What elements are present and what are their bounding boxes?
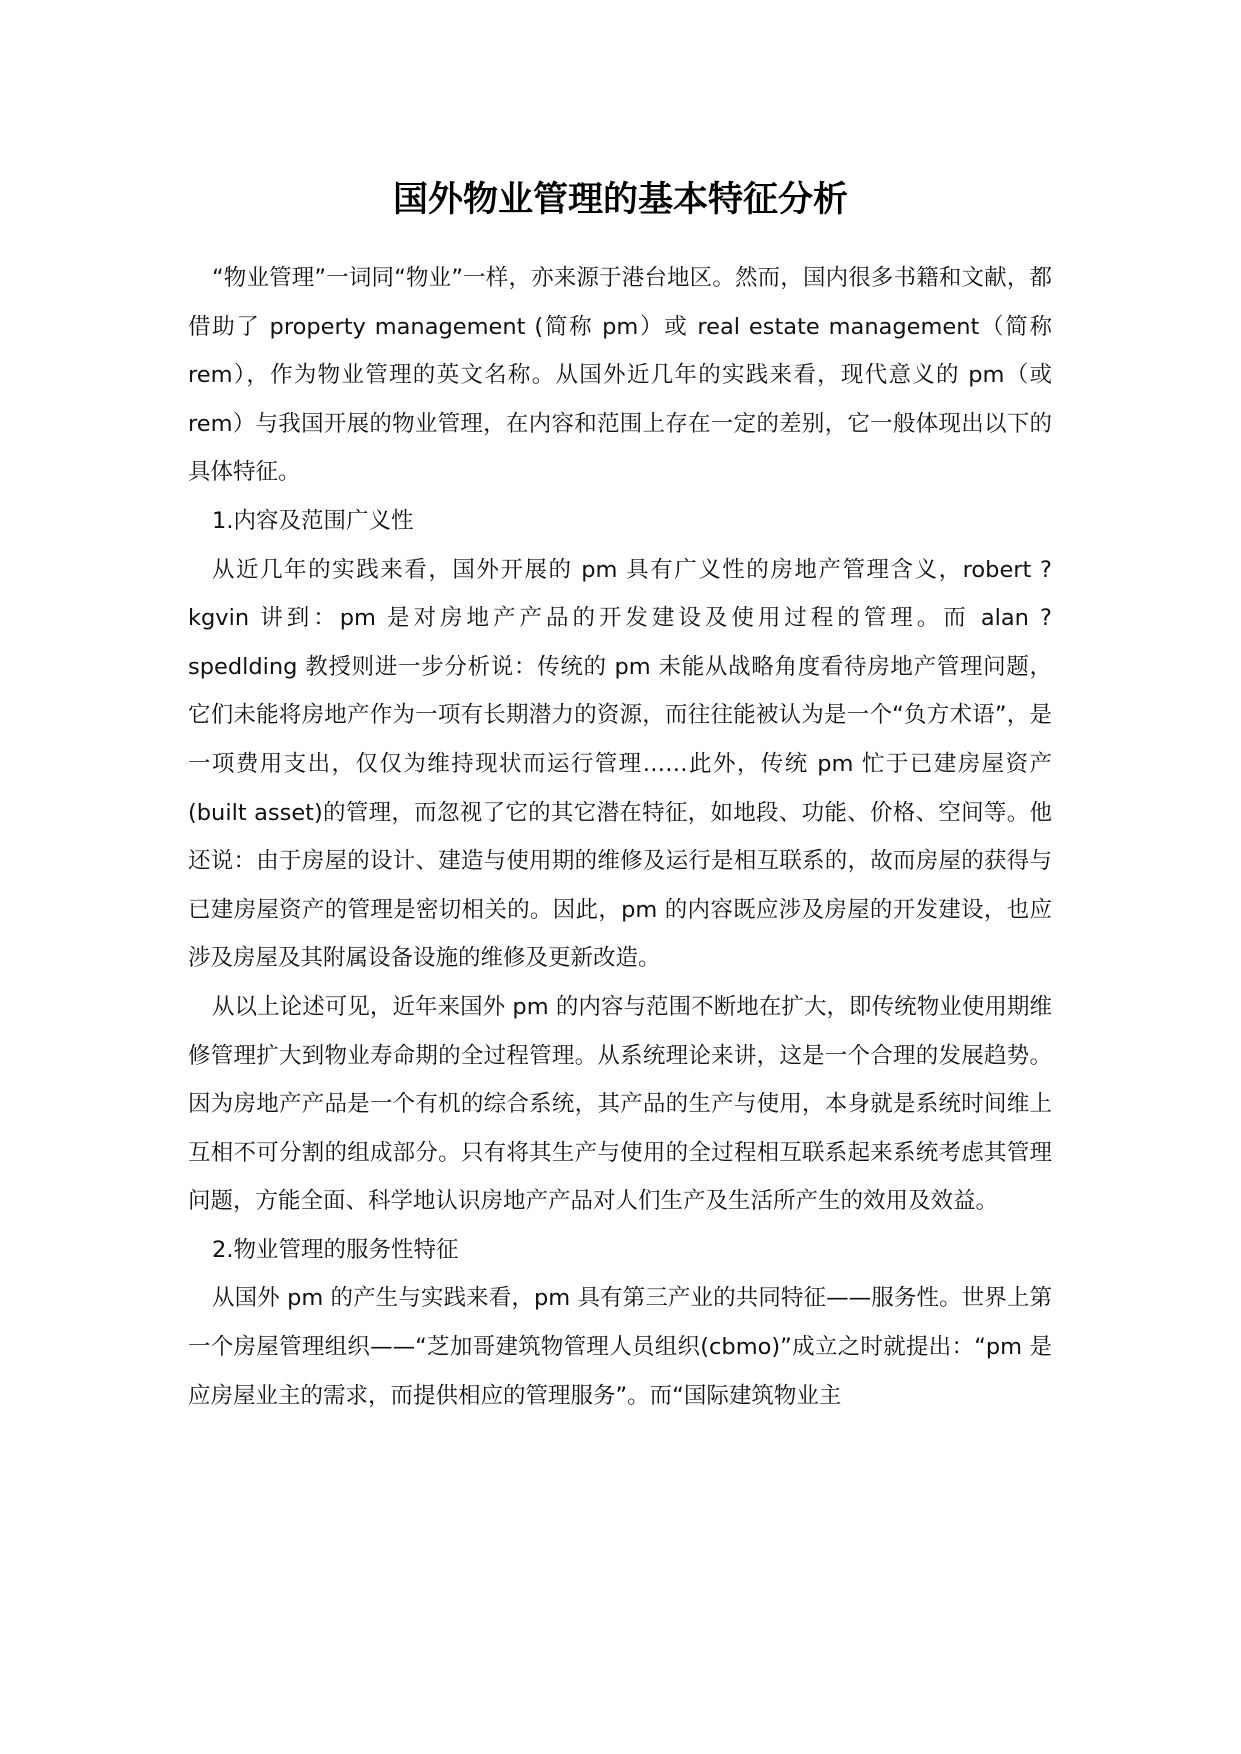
paragraph-section1-a: 从近几年的实践来看，国外开展的 pm 具有广义性的房地产管理含义，robert ? kgvin 讲到：pm 是对房地产产品的开发建设及使用过程的管理。而 alan ? spedlding 教授则进一步分析说：传统的 pm 未能从战略角度看待房地产管理问题，它们未能将房地产作为一项有长期潜力的资源，而往往能被认为是一个“负方术语”，是一项费用支出，仅仅为维持现状而运行管理……此外，传统 pm 忙于已建房屋资产(built asset)的管理，而忽视了它的其它潜在特征，如地段、功能、价格、空间等。他还说：由于房屋的设计、建造与使用期的维修及运行是相互联系的，故而房屋的获得与已建房屋资产的管理是密切相关的。因此，pm 的内容既应涉及房屋的开发建设，也应涉及房屋及其附属设备设施的维修及更新改造。 bbox=[188, 556, 1052, 972]
section-heading-1: 1.内容及范围广义性 bbox=[212, 507, 414, 534]
document-title: 国外物业管理的基本特征分析 bbox=[392, 180, 848, 220]
paragraph-section2-a: 从国外 pm 的产生与实践来看，pm 具有第三产业的共同特征——服务性。世界上第一个房屋管理组织——“芝加哥建筑物管理人员组织(cbmo)”成立之时就提出：“pm 是应房屋业主的需求，而提供相应的管理服务”。而“国际建筑物业主 bbox=[188, 1285, 1052, 1409]
section-heading-2: 2.物业管理的服务性特征 bbox=[212, 1236, 459, 1263]
paragraph-intro: “物业管理”一词同“物业”一样，亦来源于港台地区。然而，国内很多书籍和文献，都借助了 property management (简称 pm）或 real estate management（简称 rem），作为物业管理的英文名称。从国外近几年的实践来看，现代意义的 pm（或 rem）与我国开展的物业管理，在内容和范围上存在一定的差别，它一般体现出以下的具体特征。 bbox=[188, 265, 1052, 486]
paragraph-section1-b: 从以上论述可见，近年来国外 pm 的内容与范围不断地在扩大，即传统物业使用期维修管理扩大到物业寿命期的全过程管理。从系统理论来讲，这是一个合理的发展趋势。因为房地产产品是一个有机的综合系统，其产品的生产与使用，本身就是系统时间维上互相不可分割的组成部分。只有将其生产与使用的全过程相互联系起来系统考虑其管理问题，方能全面、科学地认识房地产产品对人们生产及生活所产生的效用及效益。 bbox=[188, 993, 1052, 1215]
document-body bbox=[188, 254, 1052, 1420]
